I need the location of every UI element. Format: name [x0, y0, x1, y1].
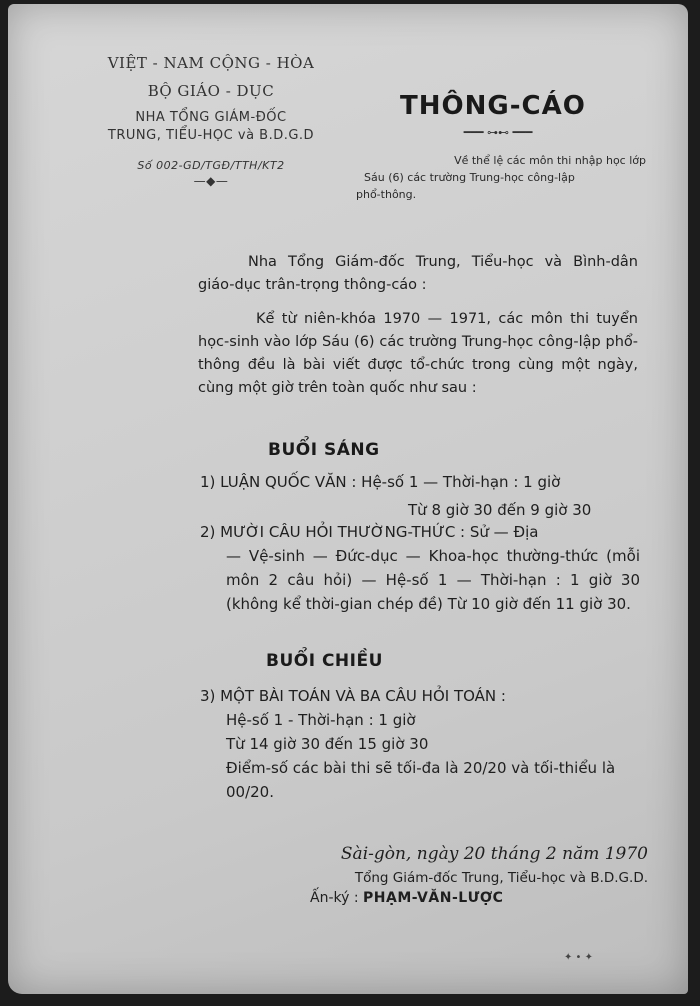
detail-line: Điểm-số các bài thi sẽ tối-đa là 20/20 và tối-thiểu là 00/20. — [226, 759, 616, 801]
exam-item-3: 3) MỘT BÀI TOÁN VÀ BA CÂU HỎI TOÁN : — [200, 687, 506, 705]
issuing-authority-block — [86, 54, 336, 188]
office-line-1: NHA TỔNG GIÁM-ĐỐC — [135, 110, 287, 125]
paragraph-text: Kể từ niên-khóa 1970 — 1971, các môn thi tuyển học-sinh vào lớp Sáu (6) các trường Trung-học công-lập phổ-thông đều là bài viết được tổ-chức trong cùng một ngày, cùng một giờ trên toàn quốc như sau : — [198, 311, 638, 396]
subject-line: phổ-thông. — [356, 188, 417, 201]
document-page — [8, 4, 688, 994]
intro-paragraph — [198, 251, 638, 297]
detail-line: Hệ-số 1 - Thời-hạn : 1 giờ — [226, 711, 416, 729]
exam-item-2 — [200, 520, 640, 616]
main-paragraph — [198, 308, 638, 400]
place-date: Sài-gòn, ngày 20 tháng 2 năm 1970 — [340, 844, 648, 864]
afternoon-heading: BUỔI CHIỀU — [266, 651, 383, 671]
office-line-2: TRUNG, TIỂU-HỌC và B.D.G.D — [107, 128, 315, 143]
signature-block — [248, 844, 648, 906]
exam-item-1-time: Từ 8 giờ 30 đến 9 giờ 30 — [408, 501, 592, 519]
detail-line: Từ 14 giờ 30 đến 15 giờ 30 — [226, 735, 429, 753]
signed-label: Ấn-ký : — [310, 890, 359, 906]
exam-item-1: 1) LUẬN QUỐC VĂN : Hệ-số 1 — Thời-hạn : 1 giờ — [200, 473, 561, 491]
subject-line: Về thể lệ các môn thi nhập học lớp — [454, 154, 646, 167]
ministry-name: BỘ GIÁO - DỤC — [147, 82, 275, 100]
signer-name: PHẠM-VĂN-LƯỢC — [363, 890, 504, 906]
exam-item-3-details — [226, 708, 640, 804]
document-number: Số 002-GD/TGĐ/TTH/KT2 — [137, 159, 285, 172]
country-name: VIỆT - NAM CỘNG - HÒA — [107, 54, 315, 72]
document-title: THÔNG-CÁO — [400, 91, 586, 121]
exam-item-2-head: 2) MƯỜI CÂU HỎI THƯỜNG-THỨC : Sử — Địa — [200, 523, 539, 541]
signer-line — [248, 890, 648, 906]
paragraph-text: Nha Tổng Giám-đốc Trung, Tiểu-học và Bình-dân giáo-dục trân-trọng thông-cáo : — [198, 254, 638, 293]
header-ornament: —◆— — [193, 174, 229, 188]
exam-item-2-body: — Vệ-sinh — Đức-dục — Khoa-học thường-thức (mỗi môn 2 câu hỏi) — Hệ-số 1 — Thời-hạn : 1 giờ 30 (không kể thời-gian chép đề) Từ 10 giờ đến 11 giờ 30. — [226, 547, 640, 613]
document-subject — [356, 152, 646, 203]
title-ornament: ━━━ ⊶⊷ ━━━ — [463, 126, 533, 139]
subject-line: Sáu (6) các trường Trung-học công-lập — [364, 171, 575, 184]
footer-mark: ✦ • ✦ — [564, 952, 594, 963]
signer-office: Tổng Giám-đốc Trung, Tiểu-học và B.D.G.D. — [354, 870, 648, 886]
morning-heading: BUỔI SÁNG — [268, 440, 380, 460]
